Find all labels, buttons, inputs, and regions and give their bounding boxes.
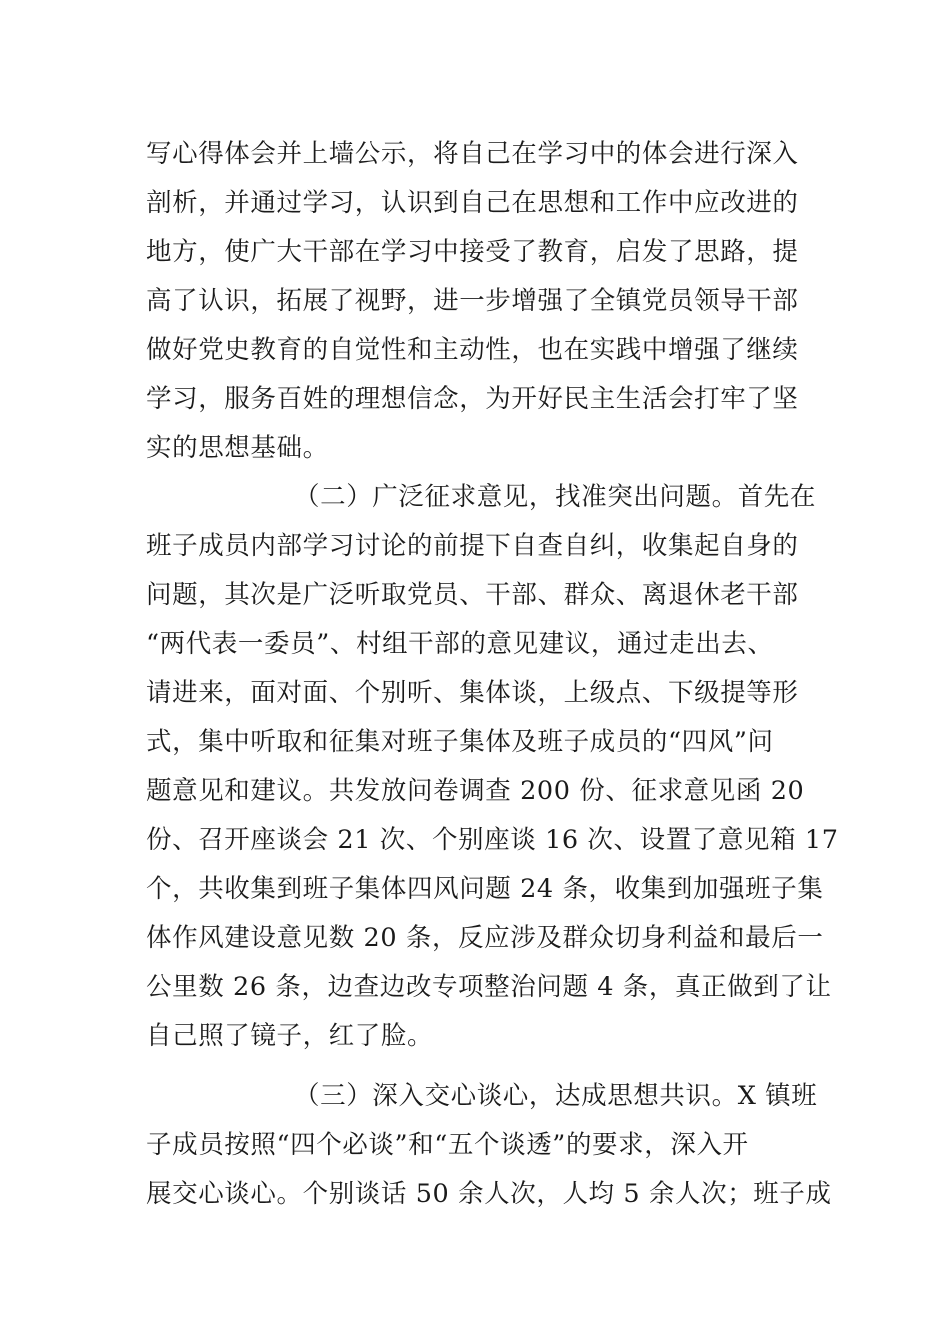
text-line: 展交心谈心。个别谈话 50 余人次，人均 5 余人次；班子成 xyxy=(146,1179,832,1209)
text-line: 剖析，并通过学习，认识到自己在思想和工作中应改进的 xyxy=(146,188,799,218)
section-heading-line: （二）广泛征求意见，找准突出问题。首先在 xyxy=(294,482,817,512)
text-line: 份、召开座谈会 21 次、个别座谈 16 次、设置了意见箱 17 xyxy=(146,825,839,855)
text-line: 自己照了镜子，红了脸。 xyxy=(146,1021,434,1051)
text-line: 写心得体会并上墙公示，将自己在学习中的体会进行深入 xyxy=(146,139,799,169)
text-line: 公里数 26 条，边查边改专项整治问题 4 条，真正做到了让 xyxy=(146,972,832,1002)
text-line: 实的思想基础。 xyxy=(146,433,329,463)
text-line: 学习，服务百姓的理想信念，为开好民主生活会打牢了坚 xyxy=(146,384,799,414)
text-line: 高了认识，拓展了视野，进一步增强了全镇党员领导干部 xyxy=(146,286,799,316)
text-line: 题意见和建议。共发放问卷调查 200 份、征求意见函 20 xyxy=(146,776,805,806)
text-line: 体作风建设意见数 20 条，反应涉及群众切身利益和最后一 xyxy=(146,923,824,953)
text-line: 式，集中听取和征集对班子集体及班子成员的“四风”问 xyxy=(146,727,774,757)
text-line: “两代表一委员”、村组干部的意见建议，通过走出去、 xyxy=(146,629,774,659)
section-heading-line: （三）深入交心谈心，达成思想共识。X 镇班 xyxy=(294,1081,818,1111)
text-line: 请进来，面对面、个别听、集体谈，上级点、下级提等形 xyxy=(146,678,799,708)
text-line: 做好党史教育的自觉性和主动性，也在实践中增强了继续 xyxy=(146,335,799,365)
text-line: 地方，使广大干部在学习中接受了教育，启发了思路，提 xyxy=(146,237,799,267)
text-line: 个，共收集到班子集体四风问题 24 条，收集到加强班子集 xyxy=(146,874,824,904)
text-line: 问题，其次是广泛听取党员、干部、群众、离退休老干部 xyxy=(146,580,799,610)
text-line: 班子成员内部学习讨论的前提下自查自纠，收集起自身的 xyxy=(146,531,799,561)
text-line: 子成员按照“四个必谈”和“五个谈透”的要求，深入开 xyxy=(146,1130,749,1160)
